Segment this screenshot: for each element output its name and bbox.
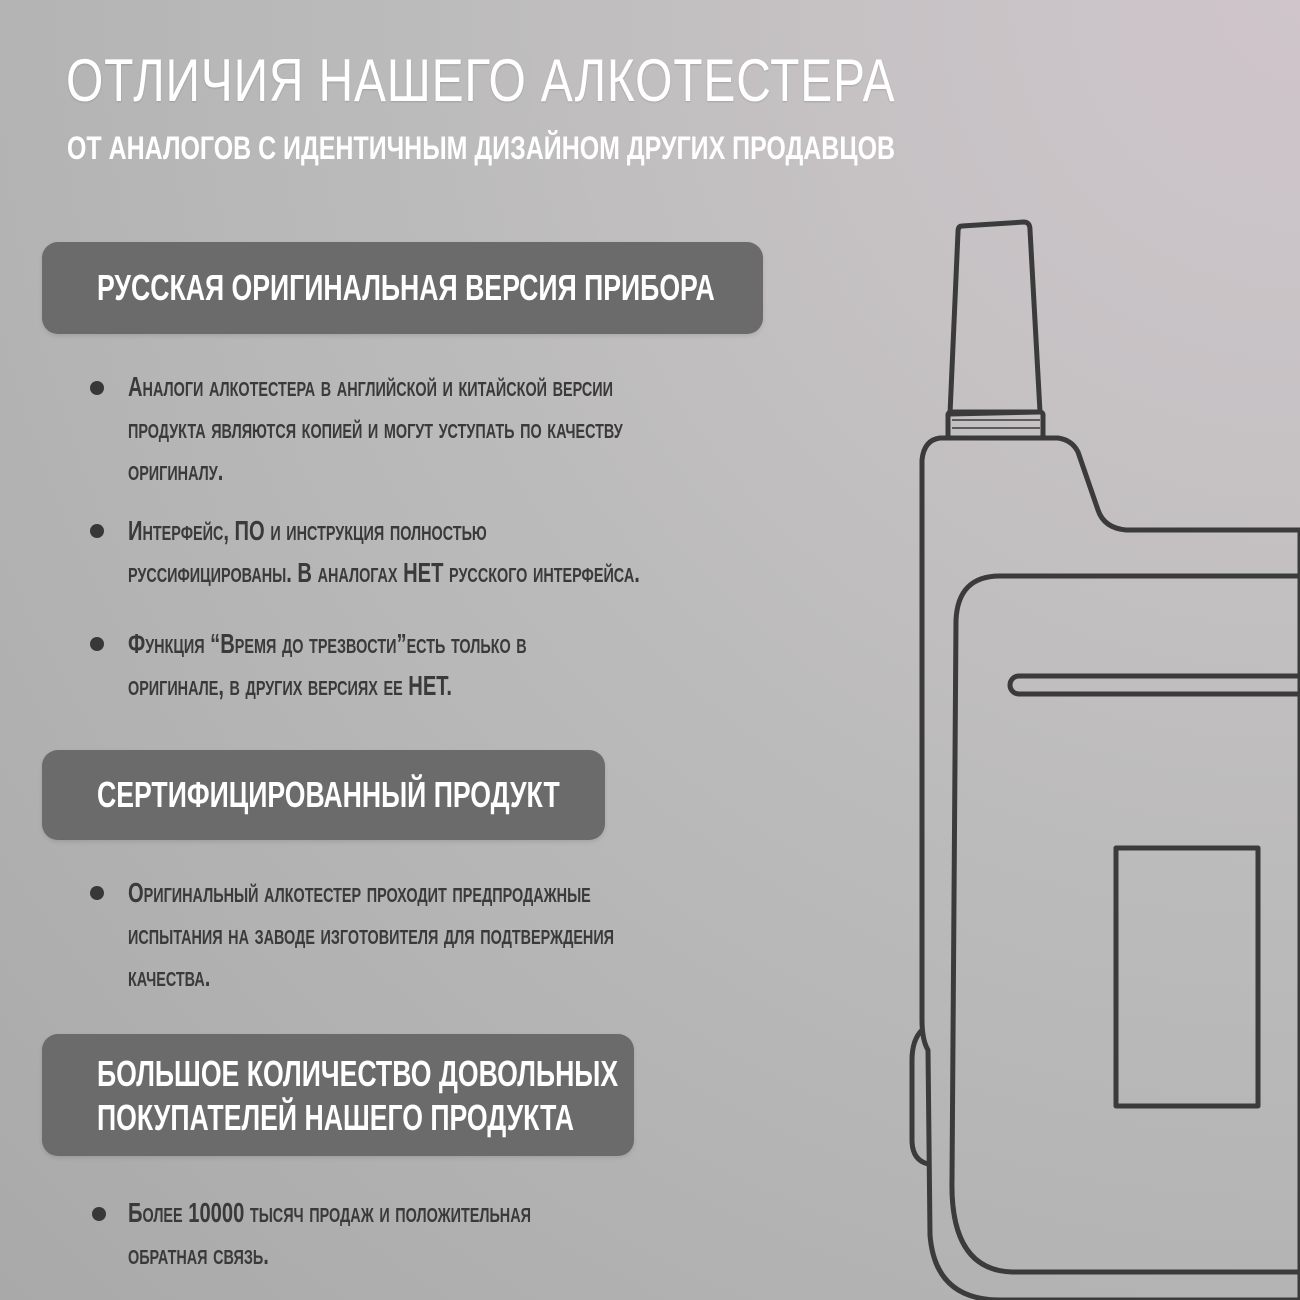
bullet-text: Аналоги алкотестера в английской и китайской версии продукта являются копией и могут уступать по качеству оригиналу.: [128, 371, 623, 486]
section-heading-label: СЕРТИФИЦИРОВАННЫЙ ПРОДУКТ: [97, 774, 560, 815]
page-subtitle: ОТ АНАЛОГОВ С ИДЕНТИЧНЫМ ДИЗАЙНОМ ДРУГИХ ПРОДАВЦОВ: [67, 130, 896, 166]
bullet-text: Интерфейс, ПО и инструкция полностью руссифицированы. В аналогах НЕТ русского интерфейса.: [128, 515, 640, 588]
page-title: ОТЛИЧИЯ НАШЕГО АЛКОТЕСТЕРА: [66, 47, 896, 114]
bullet-text: Оригинальный алкотестер проходит предпродажные испытания на заводе изготовителя для подтверждения качества.: [128, 877, 615, 992]
section-heading-label: РУССКАЯ ОРИГИНАЛЬНАЯ ВЕРСИЯ ПРИБОРА: [97, 267, 715, 308]
bullet-text: Более 10000 тысяч продаж и положительная обратная связь.: [128, 1197, 531, 1270]
section-heading-label: БОЛЬШОЕ КОЛИЧЕСТВО ДОВОЛЬНЫХ ПОКУПАТЕЛЕЙ НАШЕГО ПРОДУКТА: [97, 1053, 619, 1138]
bullet-text: Функция “Время до трезвости”есть только в оригинале, в других версиях ее НЕТ.: [128, 628, 527, 701]
